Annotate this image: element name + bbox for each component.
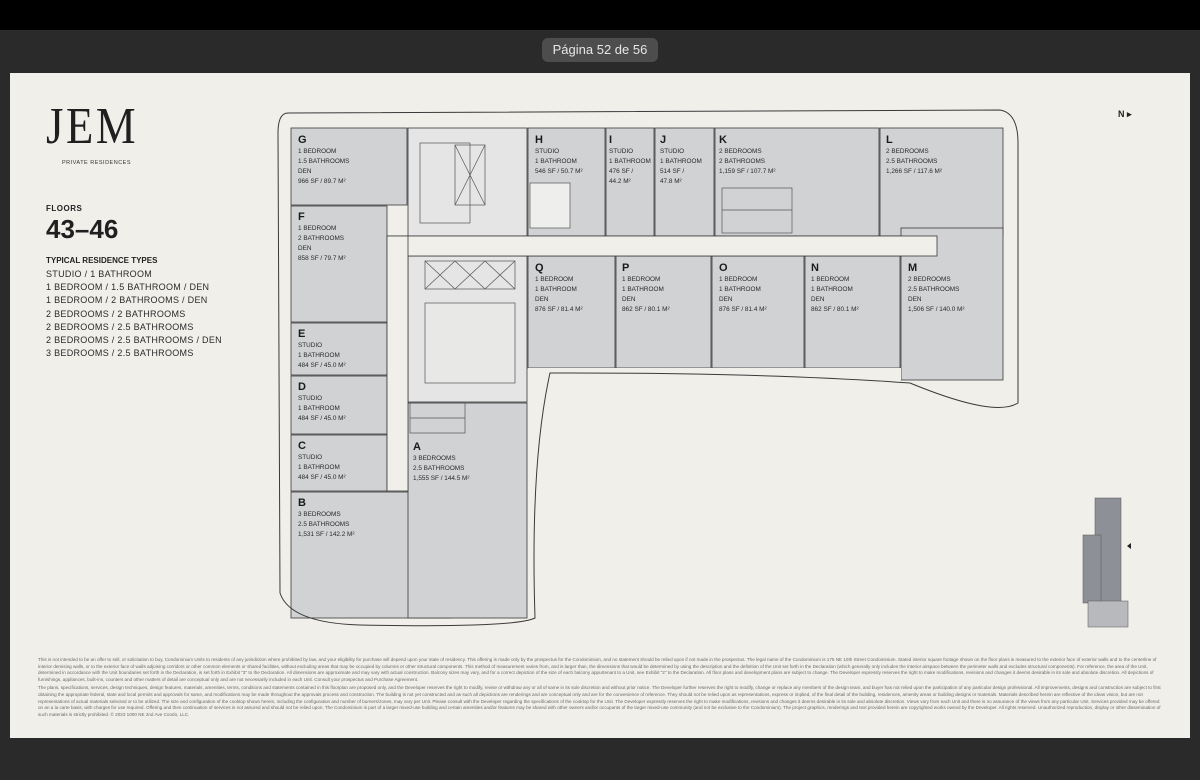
page-indicator: Página 52 de 56 [542, 38, 658, 62]
unit-j[interactable]: J STUDIO 1 BATHROOM 514 SF / 47.8 M² [660, 134, 702, 185]
residence-type-item: 2 BEDROOMS / 2 BATHROOMS [46, 308, 186, 319]
unit-m[interactable]: M 2 BEDROOMS 2.5 BATHROOMS DEN 1,506 SF / 140.0 M² [908, 262, 965, 313]
unit-q[interactable]: Q 1 BEDROOM 1 BATHROOM DEN 876 SF / 81.4 M² [535, 262, 583, 313]
residence-types-list [46, 268, 222, 360]
unit-g[interactable]: G 1 BEDROOM 1.5 BATHROOMS DEN 966 SF / 89.7 M² [298, 134, 350, 185]
floorplan-page[interactable] [10, 73, 1190, 738]
unit-a[interactable]: A 3 BEDROOMS 2.5 BATHROOMS 1,555 SF / 144.5 M² [413, 441, 470, 482]
residence-type-item: 2 BEDROOMS / 2.5 BATHROOMS [46, 321, 194, 332]
unit-n[interactable]: N 1 BEDROOM 1 BATHROOM DEN 862 SF / 80.1 M² [811, 262, 859, 313]
unit-k[interactable]: K 2 BEDROOMS 2 BATHROOMS 1,159 SF / 107.7 M² [719, 134, 776, 175]
unit-p[interactable]: P 1 BEDROOM 1 BATHROOM DEN 862 SF / 80.1 M² [622, 262, 670, 313]
residence-type-item: 2 BEDROOMS / 2.5 BATHROOMS / DEN [46, 334, 222, 345]
floors-label: FLOORS [46, 204, 83, 213]
residence-type-item: 1 BEDROOM / 1.5 BATHROOM / DEN [46, 282, 210, 293]
unit-e[interactable]: E STUDIO 1 BATHROOM 484 SF / 45.0 M² [298, 328, 346, 369]
unit-f[interactable]: F 1 BEDROOM 2 BATHROOMS DEN 858 SF / 79.7 M² [298, 211, 346, 262]
residence-types-title: TYPICAL RESIDENCE TYPES [46, 256, 158, 265]
north-label: N [1118, 109, 1125, 119]
legal-disclaimer [38, 657, 1162, 720]
floors-value: 43–46 [46, 214, 119, 244]
window-top-bar [0, 0, 1200, 30]
floorplan-drawing [10, 73, 1190, 738]
unit-d[interactable]: D STUDIO 1 BATHROOM 484 SF / 45.0 M² [298, 381, 346, 422]
unit-l[interactable]: L 2 BEDROOMS 2.5 BATHROOMS 1,266 SF / 117.6 M² [886, 134, 943, 175]
residence-type-item: 3 BEDROOMS / 2.5 BATHROOMS [46, 348, 194, 359]
unit-b[interactable]: B 3 BEDROOMS 2.5 BATHROOMS 1,531 SF / 142.2 M² [298, 497, 355, 538]
north-arrow-icon: N ▸ [1118, 109, 1132, 119]
unit-i[interactable]: I STUDIO 1 BATHROOM 476 SF / 44.2 M² [609, 134, 651, 185]
unit-c[interactable]: C STUDIO 1 BATHROOM 484 SF / 45.0 M² [298, 440, 346, 481]
disclaimer-paragraph-2: The plans, specifications, services, design techniques, design features, materials, amenities, terms, conditions and statements contained in this floorplan are proposed only, and the Developer reserves the right to modify, revise or withdraw any or all of same in its sole discretion and without prior notice. The Developer further reserves the right to modify, change or replace any members of the design team, and buyer has not relied upon the participation of any particular design professional. All improvements, designs and construction are subject to first obtaining the appropriate federal, state and local permits and approvals for same, and modifications may be made throughout the approvals process and construction. The building is not yet constructed and as such all depictions are renderings and are conceptual only and are for the convenience of reference. They should not be relied upon as representations, express or implied, of the final detail of the building, residences, amenity areas or building designs or materials. Materials described herein are reflective of the ideas vision, but are not representations of actual materials selected or to be utilized. The size and configuration of the cooktop shown herein, including the configuration and number of burners/zones, may vary per Unit. Please consult with the Developer regarding the specifications of the cooktop for the Unit. The Developer expressly reserves the right to make modifications, revisions and changes it deems desirable in its sole and absolute discretion. Views vary from each Unit and there is no assurance of the views from any particular Unit. Services provided may be offered on an a la carte basis, with charges for use required. Offering and then continuation of services is not assured and should not be relied upon. The Condominium is part of a larger mixed-use building and certain amenities and/or features may be shared with other owners and/or occupants of the larger mixed-use community (and not be exclusive to the Condominium). The project graphics, renderings and text provided herein are copyrighted works owned by the Developer. All rights reserved. Unauthorized reproduction, display or other dissemination of such materials is strictly prohibited. © 2023 1000 NE 2nd Ave Condo, LLC. [38, 685, 1161, 717]
residence-type-item: STUDIO / 1 BATHROOM [46, 269, 153, 279]
residence-type-item: 1 BEDROOM / 2 BATHROOMS / DEN [46, 295, 208, 306]
unit-o[interactable]: O 1 BEDROOM 1 BATHROOM DEN 876 SF / 81.4 M² [719, 262, 767, 313]
unit-h[interactable]: H STUDIO 1 BATHROOM 546 SF / 50.7 M² [535, 134, 583, 175]
disclaimer-paragraph-1: This is not intended to be an offer to sell, or solicitation to buy, Condominium Units to residents of any jurisdiction where prohibited by law, and your eligibility for purchase will depend upon your state of residency. This offering is made only by the prospectus for the Condominium, and no statement should be relied upon if not made in the prospectus. The legal name of the Condominium is 175 NE 10th Street Condominium. Stated interior square footage shown on the floor plans is measured to the exterior face of exterior walls and to the centerline of interior demising walls, or to the exterior face of walls adjoining corridors or other common elements or shared facilities, without excluding areas that may be occupied by columns or other structural components. This method of measurement varies from, and is larger than, the dimensions that would be determined by using the description and the definition of the Unit set forth in the Declaration (which generally only includes the interior airspace between the perimeter walls and excludes structural components). For reference, the area of the Unit, determined in accordance with the Unit boundaries set forth in the Declaration, is set forth in Exhibit "3" to the Declaration. All dimensions are approximate and may vary with actual construction. Balcony sizes may vary, and for a correct depiction of the size of each balcony appurtenant to a Unit, see Exhibit "2" to the Declaration. All floor plans and development plans are subject to change. The Developer expressly reserves the right to make modifications, revisions and changes it deems desirable in its sole and absolute discretion. All depictions of furnishings, appliances, built-ins, counters and other matters of detail are conceptual only and are not necessarily included in each Unit. Consult your prospectus and Purchase Agreement. [38, 657, 1157, 682]
brand-logo: JEM [46, 98, 139, 155]
brand-tagline: PRIVATE RESIDENCES [62, 160, 132, 166]
